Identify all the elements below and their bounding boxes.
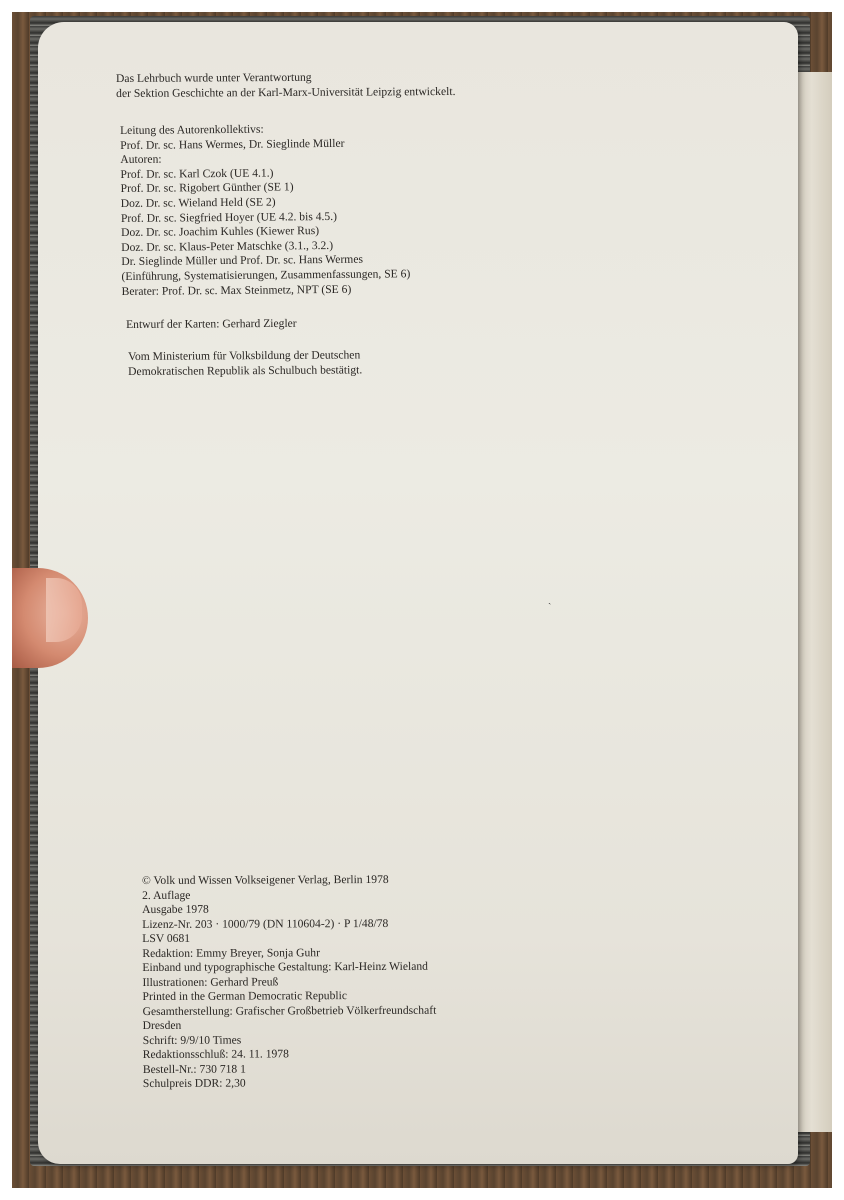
ministry-line: Demokratischen Republik als Schulbuch bestätigt. [128, 362, 363, 378]
intro-line: der Sektion Geschichte an der Karl-Marx-Universität Leipzig entwickelt. [116, 84, 456, 100]
author-line: Doz. Dr. sc. Joachim Kuhles (Kiewer Rus) [120, 224, 320, 240]
author-line: Leitung des Autorenkollektivs: [120, 122, 264, 137]
author-line: Autoren: [120, 152, 162, 167]
author-line: Berater: Prof. Dr. sc. Max Steinmetz, NPT (SE 6) [121, 282, 352, 298]
imprint-line: Gesamtherstellung: Grafischer Großbetrieb Völkerfreundschaft [142, 1003, 437, 1018]
imprint-line: Redaktion: Emmy Breyer, Sonja Guhr [142, 945, 320, 960]
imprint-line: LSV 0681 [142, 931, 191, 945]
author-line: (Einführung, Systematisierungen, Zusammenfassungen, SE 6) [121, 267, 411, 283]
author-line: Doz. Dr. sc. Klaus-Peter Matschke (3.1., 3.2.) [121, 238, 334, 254]
ministry-approval [128, 348, 362, 379]
imprint-line: Dresden [142, 1018, 182, 1032]
author-line: Dr. Sieglinde Müller und Prof. Dr. sc. Hans Wermes [121, 253, 364, 269]
imprint-line: 2. Auflage [142, 888, 191, 902]
imprint-line: © Volk und Wissen Volkseigener Verlag, Berlin 1978 [142, 872, 389, 887]
imprint-line: Redaktionsschluß: 24. 11. 1978 [142, 1047, 289, 1061]
author-line: Prof. Dr. sc. Rigobert Günther (SE 1) [120, 180, 294, 196]
author-line: Prof. Dr. sc. Siegfried Hoyer (UE 4.2. bis 4.5.) [120, 209, 338, 225]
maps-credit-line: Entwurf der Karten: Gerhard Ziegler [126, 316, 297, 331]
imprint-line: Einband und typographische Gestaltung: Karl-Heinz Wieland [142, 959, 428, 974]
imprint-line: Lizenz-Nr. 203 · 1000/79 (DN 110604-2) · P 1/48/78 [142, 916, 389, 931]
author-line: Doz. Dr. sc. Wieland Held (SE 2) [120, 195, 276, 210]
imprint-line: Ausgabe 1978 [142, 902, 209, 916]
ministry-line: Vom Ministerium für Volksbildung der Deutschen [128, 348, 361, 363]
intro-line: Das Lehrbuch wurde unter Verantwortung [116, 70, 312, 85]
photo-frame [12, 12, 832, 1188]
paper-speck: ˏ [548, 594, 552, 605]
imprint-line: Bestell-Nr.: 730 718 1 [142, 1062, 246, 1076]
imprint-line: Schulpreis DDR: 2,30 [142, 1076, 246, 1090]
imprint-line: Schrift: 9/9/10 Times [142, 1033, 242, 1047]
author-line: Prof. Dr. sc. Hans Wermes, Dr. Sieglinde Müller [120, 136, 345, 152]
authors-list [120, 121, 410, 299]
page-edges [798, 72, 832, 1132]
imprint-line: Printed in the German Democratic Republic [142, 989, 347, 1003]
imprint-block [142, 873, 437, 1092]
intro-text [116, 70, 456, 101]
maps-credit [126, 317, 297, 333]
author-line: Prof. Dr. sc. Karl Czok (UE 4.1.) [120, 166, 274, 181]
imprint-line: Illustrationen: Gerhard Preuß [142, 974, 279, 989]
